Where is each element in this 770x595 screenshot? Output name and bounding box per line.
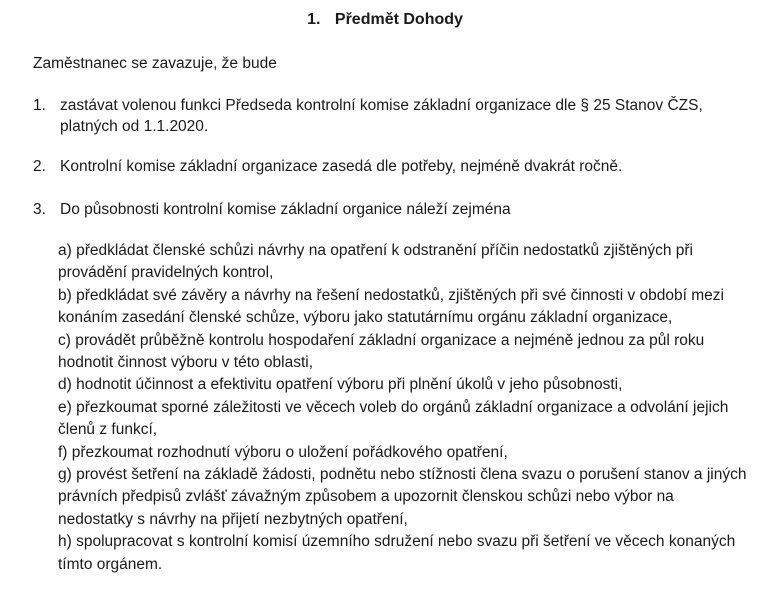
list-item-text: zastávat volenou funkci Předseda kontrolní komise základní organizace dle § 25 Stanov ČZS, platných od 1.1.2020.: [60, 97, 703, 135]
section-heading-text: Předmět Dohody: [334, 11, 463, 28]
list-item-text: Do působnosti kontrolní komise základní organice náleží zejména: [60, 201, 511, 218]
sublist-item-d: d) hodnotit účinnost a efektivitu opatření výboru při plnění úkolů v jeho působnosti,: [58, 376, 623, 394]
list-item-number: 1.: [33, 97, 46, 114]
competence-sublist: [58, 240, 748, 576]
sublist-item-a: a) předkládat členské schůzi návrhy na opatření k odstranění příčin nedostatků zjištěných při provádění pravidelných kontrol,: [58, 242, 693, 282]
section-heading: [0, 11, 770, 29]
sublist-item-h: h) spolupracovat s kontrolní komisí územního sdružení nebo svazu při šetření ve věcech konaných tímto orgánem.: [58, 533, 736, 573]
sublist-item-e: e) přezkoumat sporné záležitosti ve věcech voleb do orgánů základní organizace a odvolání jejich členů z funkcí,: [58, 398, 729, 439]
sublist-item-g: g) provést šetření na základě žádosti, podnětu nebo stížnosti člena svazu o porušení stanov a jiných právních předpisů zvlášť závažným způsobem a upozornit členskou schůzi nebo výbor na nedostatky s návrhy na přijetí nezbytných opatření,: [58, 466, 747, 528]
list-item-text: Kontrolní komise základní organizace zasedá dle potřeby, nejméně dvakrát ročně.: [60, 158, 623, 175]
intro-paragraph: Zaměstnanec se zavazuje, že bude: [33, 55, 277, 72]
section-heading-number: 1.: [307, 11, 321, 28]
list-item-number: 2.: [33, 158, 46, 175]
sublist-item-c: c) provádět průběžně kontrolu hospodaření základní organizace a nejméně jednou za půl roku hodnotit činnost výboru v této oblasti,: [58, 331, 705, 372]
sublist-item-f: f) přezkoumat rozhodnutí výboru o uložení pořádkového opatření,: [58, 443, 508, 461]
sublist-item-b: b) předkládat své závěry a návrhy na řešení nedostatků, zjištěných při své činnosti v období mezi konáním zasedání členské schůze, výboru jako statutárnímu orgánu základní organizace,: [58, 286, 724, 327]
list-item-number: 3.: [33, 201, 46, 218]
